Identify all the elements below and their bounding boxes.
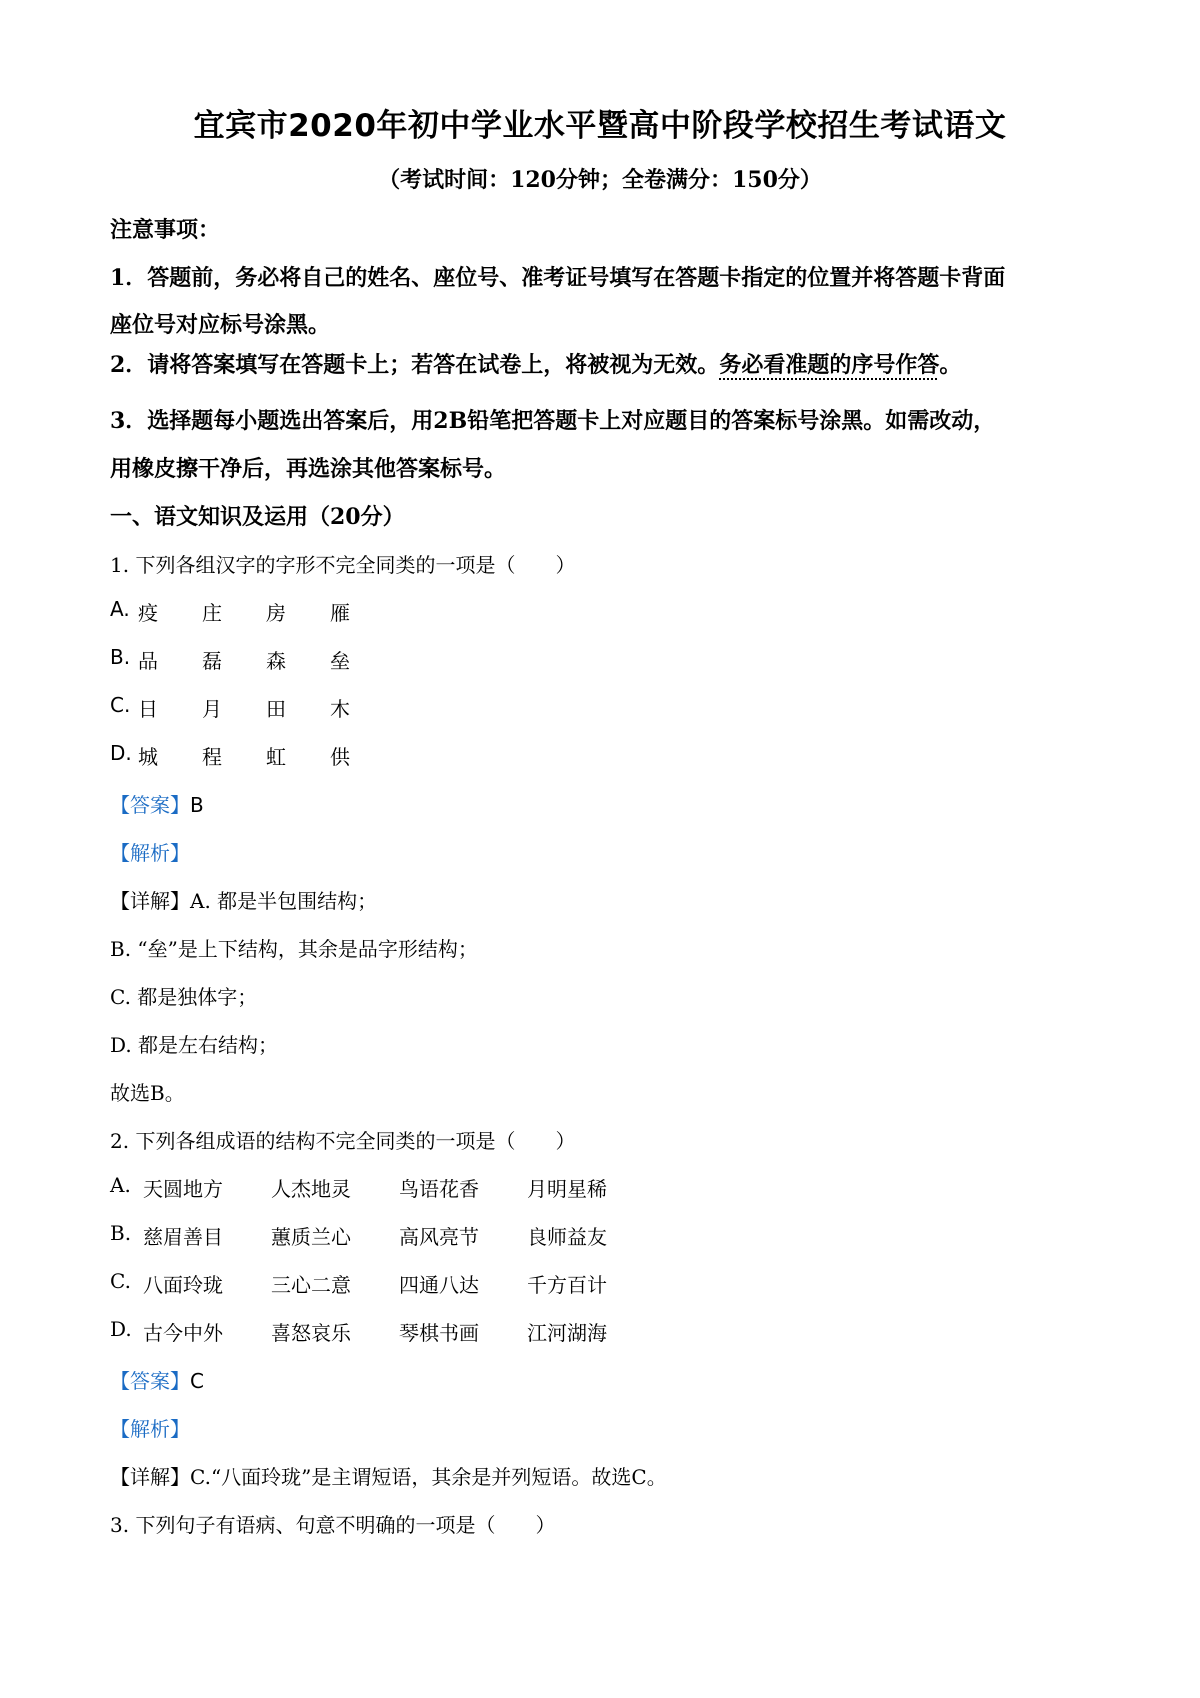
- notice-item2-text: 2．请将答案填写在答题卡上；若答在试卷上，将被视为无效。: [110, 352, 720, 378]
- q1-option-b: [110, 645, 410, 673]
- notice-heading: 注意事项：: [110, 217, 221, 243]
- option-item: 虹: [266, 745, 286, 769]
- q1-stem: 1. 下列各组汉字的字形不完全同类的一项是（ ）: [110, 553, 576, 577]
- option-label: C.: [110, 693, 131, 717]
- option-item: 庄: [202, 601, 222, 625]
- detail-label: 【详解】: [110, 1465, 190, 1489]
- q2-analysis-label: 【解析】: [110, 1417, 190, 1441]
- answer-value: B: [190, 793, 204, 817]
- option-item: 月: [202, 697, 222, 721]
- notice-item3-line2: 用橡皮擦干净后，再选涂其他答案标号。: [110, 456, 507, 482]
- q1-option-a: [110, 597, 410, 625]
- option-label: A.: [110, 1173, 131, 1197]
- option-item: 日: [138, 697, 158, 721]
- option-item: 房: [266, 601, 286, 625]
- option-label: D.: [110, 741, 132, 765]
- option-item: 森: [266, 649, 286, 673]
- notice-item1-line2: 座位号对应标号涂黑。: [110, 312, 331, 338]
- detail-text: C.“八面玲珑”是主谓短语，其余是并列短语。故选C。: [190, 1465, 667, 1489]
- option-item: 品: [138, 649, 158, 673]
- q1-option-c: [110, 693, 410, 721]
- option-item: 人杰地灵: [271, 1177, 351, 1201]
- option-item: 雁: [330, 601, 350, 625]
- option-label: B.: [110, 1221, 132, 1245]
- q1-analysis-label: 【解析】: [110, 841, 190, 865]
- option-label: A.: [110, 597, 130, 621]
- option-item: 疫: [138, 601, 158, 625]
- q1-answer: [110, 789, 204, 818]
- option-item: 田: [266, 697, 286, 721]
- q2-option-a: [110, 1173, 630, 1201]
- answer-label: 【答案】: [110, 1369, 190, 1393]
- q2-answer: [110, 1365, 204, 1394]
- option-item: 蕙质兰心: [271, 1225, 351, 1249]
- q1-detail-line3: C. 都是独体字；: [110, 985, 258, 1009]
- option-item: 良师益友: [527, 1225, 607, 1249]
- q2-option-d: [110, 1317, 630, 1345]
- notice-item2-end: 。: [939, 352, 962, 378]
- option-label: B.: [110, 645, 131, 669]
- option-item: 供: [330, 745, 350, 769]
- option-item: 天圆地方: [143, 1177, 223, 1201]
- notice-item2-emphasis: 务必看准题的序号作答: [719, 352, 940, 378]
- q2-option-c: [110, 1269, 630, 1297]
- q1-option-d: [110, 741, 410, 769]
- option-item: 垒: [330, 649, 350, 673]
- page-title: 宜宾市2020年初中学业水平暨高中阶段学校招生考试语文: [193, 108, 1007, 144]
- q3-stem: 3. 下列句子有语病、句意不明确的一项是（ ）: [110, 1513, 556, 1537]
- option-item: 城: [138, 745, 158, 769]
- option-item: 琴棋书画: [399, 1321, 479, 1345]
- q1-detail-line1: [110, 885, 377, 914]
- q1-conclusion: 故选B。: [110, 1081, 185, 1105]
- notice-item1-line1: 1．答题前，务必将自己的姓名、座位号、准考证号填写在答题卡指定的位置并将答题卡背面: [110, 265, 1006, 291]
- notice-item2: [110, 348, 961, 379]
- option-item: 四通八达: [399, 1273, 479, 1297]
- option-label: D.: [110, 1317, 132, 1341]
- answer-label: 【答案】: [110, 793, 190, 817]
- q2-option-b: [110, 1221, 630, 1249]
- option-item: 古今中外: [143, 1321, 223, 1345]
- option-item: 程: [202, 745, 222, 769]
- option-item: 八面玲珑: [143, 1273, 223, 1297]
- q2-detail: [110, 1461, 667, 1490]
- option-item: 木: [330, 697, 350, 721]
- exam-info-subtitle: （考试时间：120分钟；全卷满分：150分）: [378, 167, 822, 193]
- option-item: 慈眉善目: [143, 1225, 223, 1249]
- option-item: 鸟语花香: [399, 1177, 479, 1201]
- detail-label: 【详解】: [110, 889, 190, 913]
- answer-value: C: [190, 1369, 204, 1393]
- option-item: 江河湖海: [527, 1321, 607, 1345]
- option-item: 三心二意: [271, 1273, 351, 1297]
- option-item: 千方百计: [527, 1273, 607, 1297]
- section-heading: 一、语文知识及运用（20分）: [110, 504, 405, 530]
- option-item: 喜怒哀乐: [271, 1321, 351, 1345]
- q1-detail-line4: D. 都是左右结构；: [110, 1033, 279, 1057]
- detail-text: A. 都是半包围结构；: [190, 889, 378, 913]
- q2-stem: 2. 下列各组成语的结构不完全同类的一项是（ ）: [110, 1129, 576, 1153]
- option-item: 月明星稀: [527, 1177, 607, 1201]
- q1-detail-line2: B. “垒”是上下结构，其余是品字形结构；: [110, 937, 478, 961]
- notice-item3-line1: 3．选择题每小题选出答案后，用2B铅笔把答题卡上对应题目的答案标号涂黑。如需改动，: [110, 408, 996, 434]
- option-label: C.: [110, 1269, 131, 1293]
- option-item: 磊: [202, 649, 222, 673]
- option-item: 高风亮节: [399, 1225, 479, 1249]
